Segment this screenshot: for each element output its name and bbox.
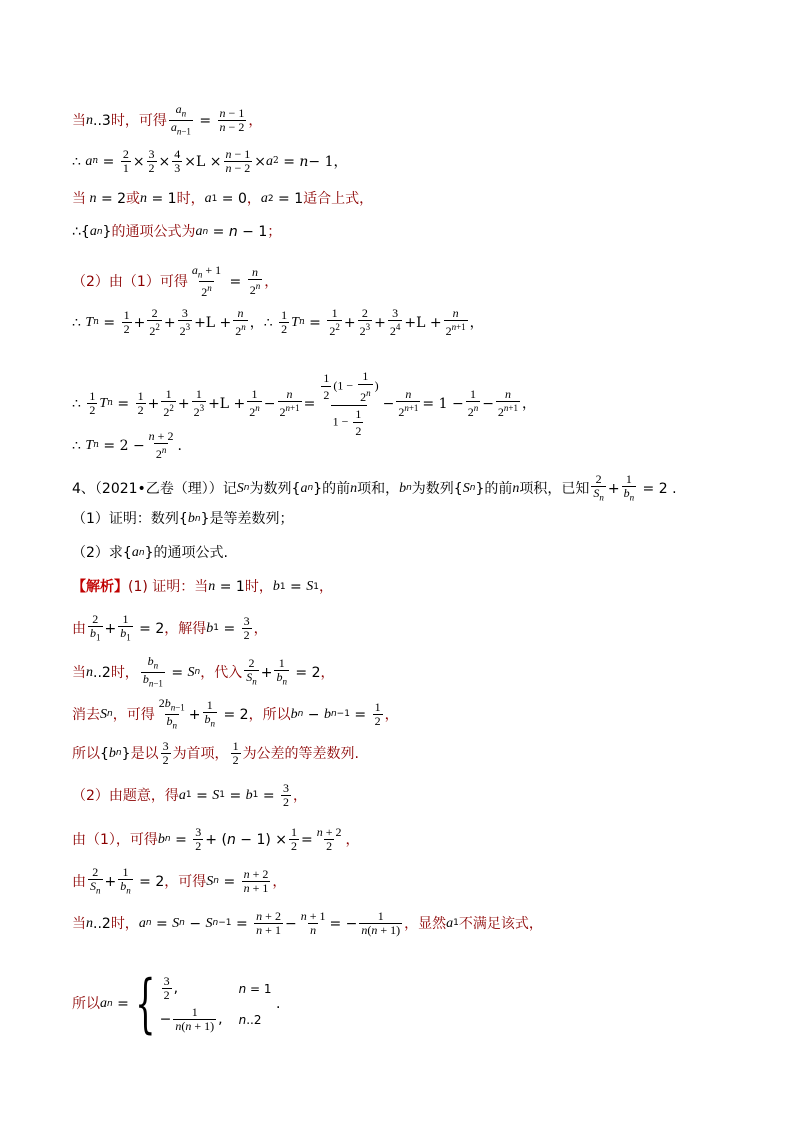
text: 当 [72, 112, 86, 129]
line-17: （2）由题意，得 a 1 = S 1 = b 1 = $\frac{3}{2}$ ， [72, 781, 308, 809]
question-4: 4、（2021•乙卷（理））记 S n 为数列 { a n } 的前 n 项和， b n 为数列 { S n } 的前 n 项积，已知 2 $S_n$ + 1 $b_n$ = 2 . [72, 472, 677, 503]
line-13: 由 2 $b_1$ + $\frac{1}{b_1}$ = 2 ，解得 b 1 = $\frac{3}{2}$ ， [72, 612, 268, 643]
piecewise-brace: { $\frac{3}{2}$ , n = 1 − $\frac{1}{n(n + 1)}$ , n..2 [135, 967, 272, 1041]
part-2: （2）求 { a n } 的通项公式. [72, 545, 228, 561]
line-14: 当 n ..2 时， $\frac{b_n}{b_{n-1}}$ = S n ，代入 2 $S_n$ + $\frac{1}{b_n}$ = 2 ， [72, 654, 335, 689]
line-21-piecewise: 所以 a n = { $\frac{3}{2}$ , n = 1 − $\frac{1}{n(n + 1)}$ , n..2 . [72, 967, 281, 1041]
line-5: （2）由（1）可得 $\frac{a_n + 1}{2^n}$ = $\frac{n}{2^n}$ ， [72, 263, 279, 300]
fraction: $\frac{a_n}{a_{n-1}}$ [170, 102, 191, 137]
line-4: ∴{ a n } 的通项公式为 a n = n − 1 ； [72, 224, 282, 240]
line-15: 消去 S n ，可得 $2b_{n-1}$ $b_n$ + $\frac{1}{b_n}$ = 2 ，所以 b n − b n−1 = $\frac{1}{2}$ ， [72, 696, 399, 731]
line-19: 由 2 $S_n$ + $\frac{1}{b_n}$ = 2 ，可得 S n = $\frac{n + 2}{n + 1}$ ， [72, 865, 287, 896]
text: ， [333, 153, 348, 170]
line-1: 当 n .. 3 时，可得 $\frac{a_n}{a_{n-1}}$ = $\frac{n - 1}{n - 2}$ ， [72, 102, 263, 137]
text: 时，可得 [110, 112, 167, 129]
line-3: 当 n = 2 或 n = 1 时， a 1 = 0 ， a 2 = 1 适合上式， [72, 191, 374, 207]
fraction: $\frac{n - 1}{n - 2}$ [219, 106, 245, 135]
analysis-start: 【解析】 (1) 证明：当 n = 1 时， b 1 = S 1 ， [72, 579, 333, 595]
part-1: （1）证明：数列 { b n } 是等差数列； [72, 511, 294, 527]
analysis-tag: 【解析】 [72, 579, 128, 595]
line-7: ∴ 1 2 T n = 1 2 + 1 $2^2$ + 1 $2^3$ +L + 1 2$^n$ − n $2^{n+1}$ = $\frac{1}{2}$ (1 − $\frac{1}{2^n}$ ) 1 − $\frac{1}{2}$ − n $2^{n+1}$ = 1 − 1 2$^n$ − n $2^{n+1}$ ， [72, 369, 536, 438]
line-20: 当 n ..2 时， a n = S n − S n−1 = $\frac{n + 2}{n + 1}$ − $\frac{n + 1}{n}$ = − $\frac{1}{n(n + 1)}$ ，显然 a 1 不满足该式， [72, 909, 543, 937]
line-16: 所以 { b n } 是以 3 2 为首项， 1 2 为公差的等差数列. [72, 739, 360, 767]
line-6: ∴ T n = 1 2 + 2 $2^2$ + 3 $2^3$ +L + n 2$^n$ ， ∴ 1 2 T n = 1 $2^2$ + 2 $2^3$ + 3 $2^4$ +L + n $2^{n+1}$ ， [72, 306, 484, 338]
therefore-symbol: ∴ [72, 153, 81, 170]
line-18: 由（1），可得 b n = $\frac{3}{2}$ + (n − 1) × $\frac{1}{2}$ = $\frac{n + 2}{2}$ ， [72, 825, 360, 853]
line-2: ∴ a n = 2 1 × 3 2 × 4 3 ×L × n − 1 n − 2 × a 2 = n − 1 ， [72, 147, 348, 175]
text: ， [248, 112, 263, 129]
line-8: ∴ T n = 2 − n + 2 2$^n$ . [72, 429, 182, 461]
